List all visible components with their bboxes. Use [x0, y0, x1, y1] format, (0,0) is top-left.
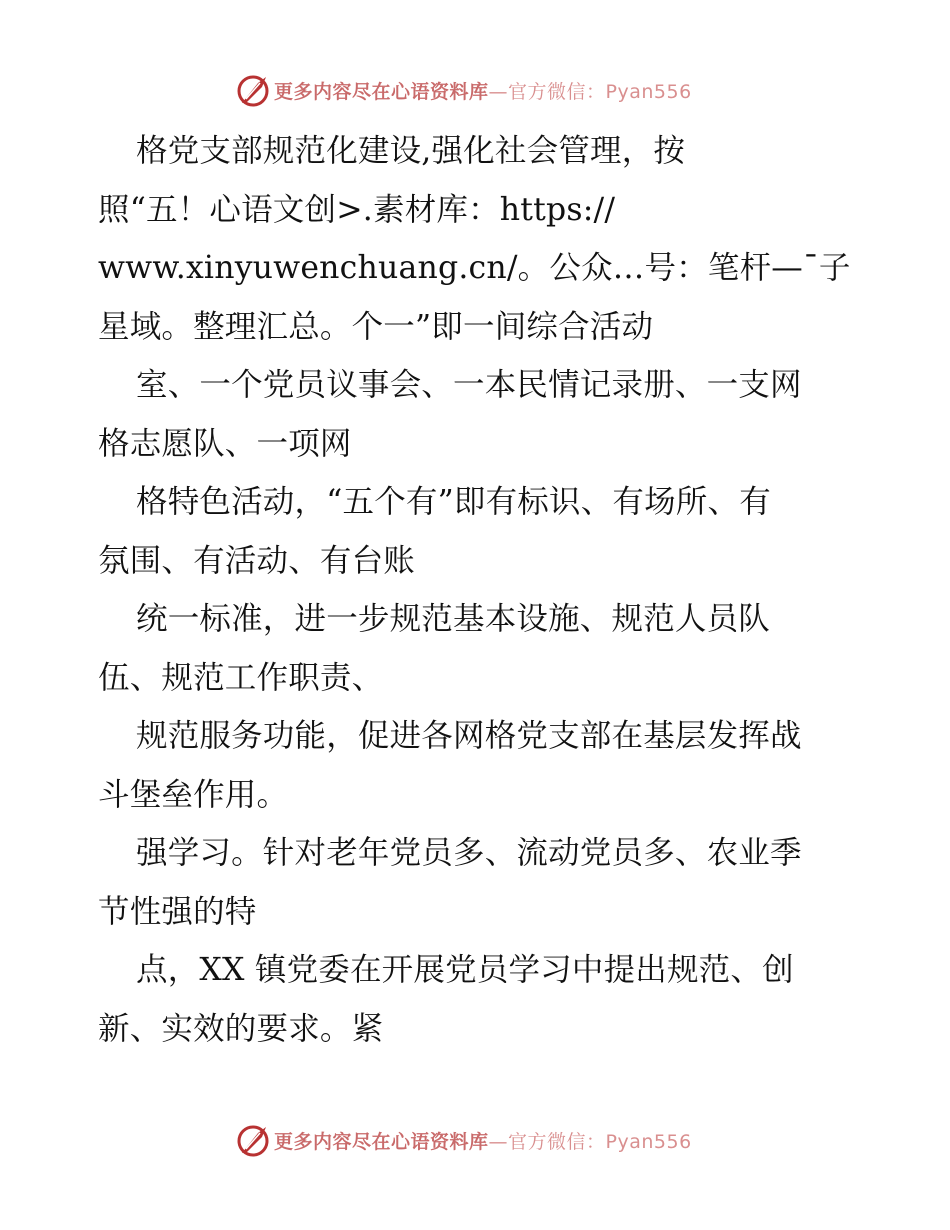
text-line: 星域。整理汇总。个一”即一间综合活动 — [98, 308, 654, 345]
watermark-dash: — — [488, 1130, 509, 1153]
text-line: 斗堡垒作用。 — [98, 776, 289, 813]
text-line: 新、实效的要求。紧 — [98, 1010, 384, 1047]
watermark-dash: — — [488, 80, 509, 103]
text-line: 室、一个党员议事会、一本民情记录册、一支网 — [136, 367, 802, 403]
text-line: 格党支部规范化建设,强化社会管理，按 — [136, 133, 686, 169]
text-line: 规范服务功能，促进各网格党支部在基层发挥战 — [136, 718, 802, 754]
text-line: 伍、规范工作职责、 — [98, 659, 384, 696]
header-watermark — [236, 72, 692, 108]
document-body — [98, 122, 858, 1058]
footer-watermark — [236, 1122, 692, 1158]
watermark-text — [274, 1127, 692, 1154]
watermark-brand: 更多内容尽在心语资料库 — [274, 80, 489, 103]
watermark-text — [274, 77, 692, 104]
quill-logo-icon — [236, 73, 270, 107]
text-line: 强学习。针对老年党员多、流动党员多、农业季 — [136, 835, 802, 871]
watermark-contact: 官方微信：Pyan556 — [508, 80, 692, 103]
text-line: 节性强的特 — [98, 893, 257, 930]
text-line: www.xinyuwenchuang.cn/。公众…号：笔杆—¯子 — [98, 250, 851, 286]
text-line: 照“五！心语文创>.素材库：https:// — [98, 191, 616, 228]
watermark-contact: 官方微信：Pyan556 — [508, 1130, 692, 1153]
text-line: 点，XX 镇党委在开展党员学习中提出规范、创 — [136, 952, 794, 988]
quill-logo-icon — [236, 1123, 270, 1157]
text-line: 格志愿队、一项网 — [98, 425, 352, 462]
text-line: 氛围、有活动、有台账 — [98, 542, 416, 579]
watermark-brand: 更多内容尽在心语资料库 — [274, 1130, 489, 1153]
text-line: 统一标准，进一步规范基本设施、规范人员队 — [136, 601, 771, 637]
text-line: 格特色活动，“五个有”即有标识、有场所、有 — [136, 484, 771, 520]
